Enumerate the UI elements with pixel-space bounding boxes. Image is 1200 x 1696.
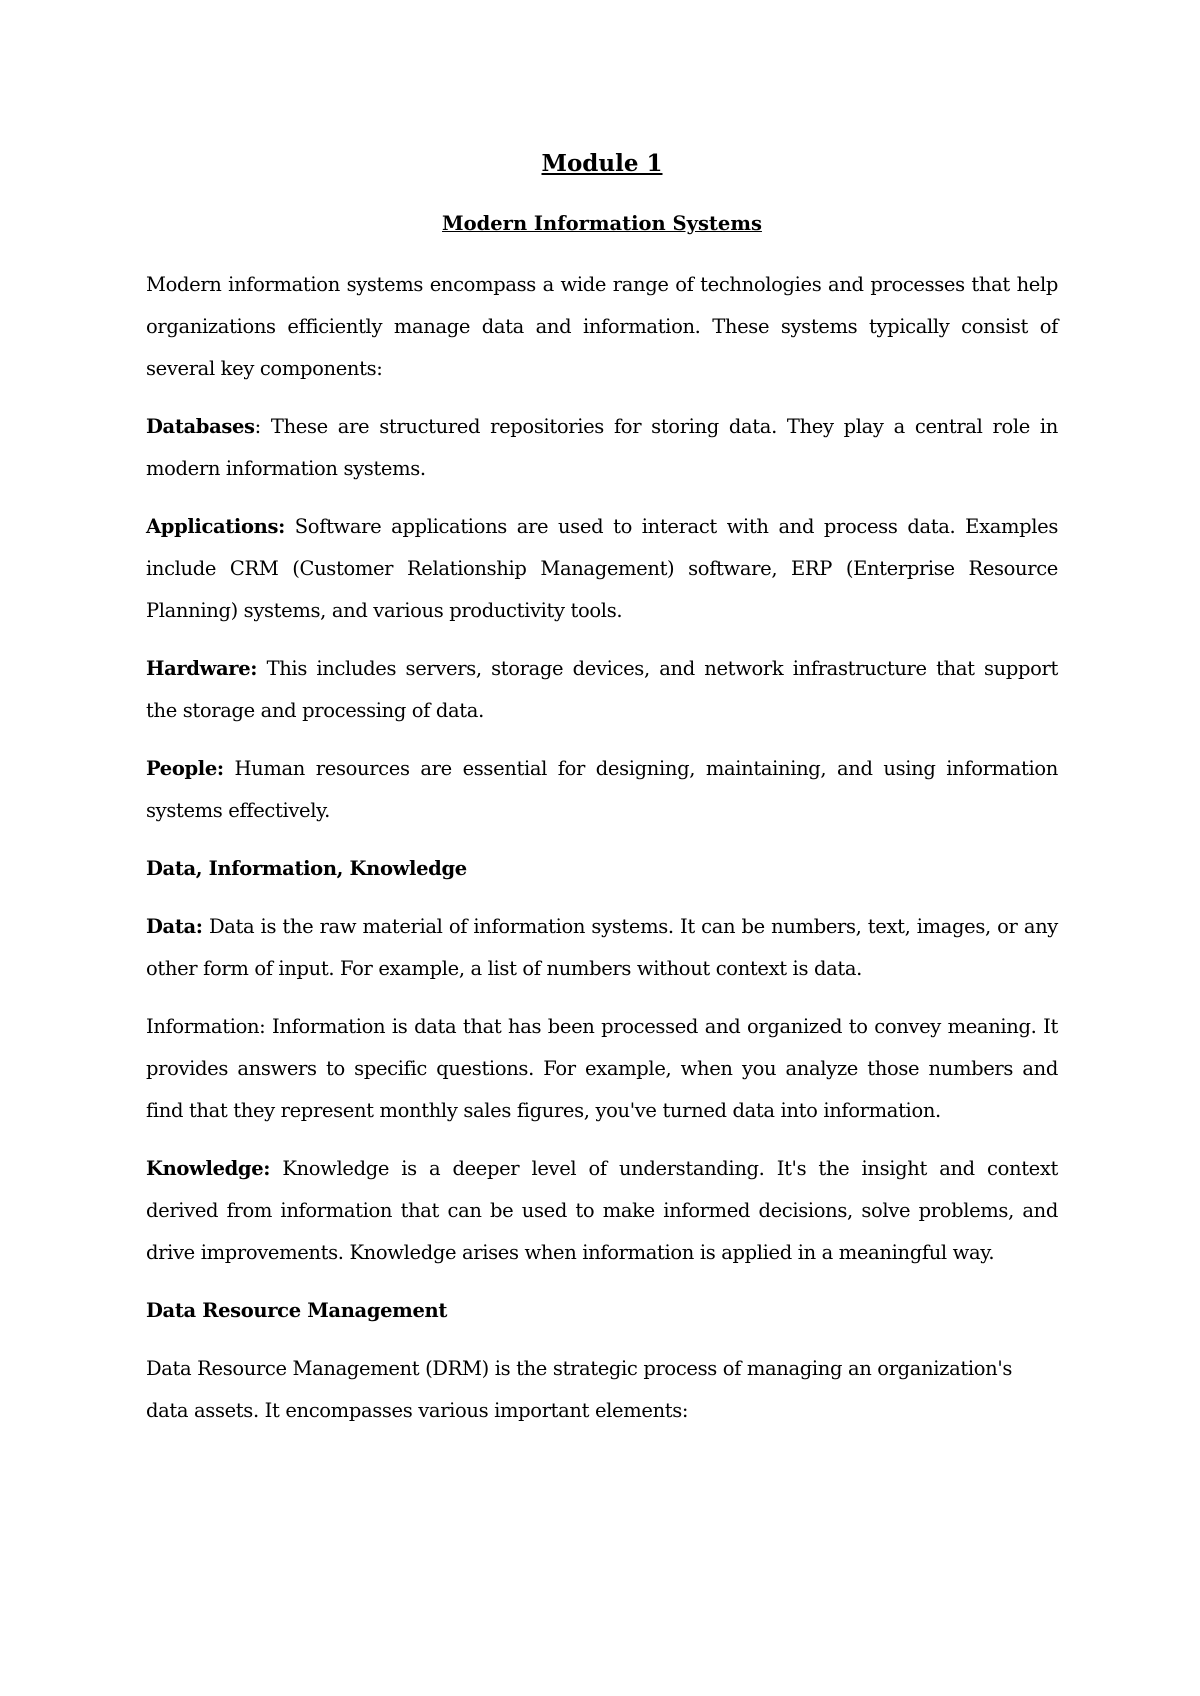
module-title: Module 1: [541, 150, 663, 177]
information-paragraph: Information: Information is data that has been processed and organized to convey meaning. It provides answers to specific questions. For example, when you analyze those numbers and find that they represent monthly sales figures, you've turned data into information.: [146, 1015, 1058, 1122]
term-hardware: Hardware:: [146, 657, 258, 680]
data-paragraph-text: Data is the raw material of information systems. It can be numbers, text, images, or any other form of input. For example, a list of numbers without context is data.: [146, 915, 1058, 980]
term-people: People:: [146, 757, 224, 780]
intro-paragraph: Modern information systems encompass a wide range of technologies and processes that help organizations efficiently manage data and information. These systems typically consist of several key components:: [146, 273, 1058, 380]
term-applications: Applications:: [146, 515, 285, 538]
section-title: Modern Information Systems: [442, 212, 762, 235]
term-knowledge: Knowledge:: [146, 1157, 271, 1180]
component-databases-text: These are structured repositories for storing data. They play a central role in modern information systems.: [146, 415, 1059, 480]
component-hardware: [146, 648, 1058, 732]
term-data: Data:: [146, 915, 203, 938]
term-databases: Databases: [146, 415, 255, 438]
document-body: [146, 264, 1058, 1448]
drm-heading: Data Resource Management: [146, 1299, 447, 1322]
component-hardware-text: This includes servers, storage devices, and network infrastructure that support the storage and processing of data.: [146, 657, 1058, 722]
data-paragraph: [146, 906, 1058, 990]
component-applications-text: Software applications are used to interact with and process data. Examples include CRM (Customer Relationship Management) software, ERP (Enterprise Resource Planning) systems, and various productivity tools.: [146, 515, 1058, 622]
dik-heading: Data, Information, Knowledge: [146, 857, 467, 880]
component-applications: [146, 506, 1058, 632]
drm-paragraph: Data Resource Management (DRM) is the strategic process of managing an organization's data assets. It encompasses various important elements:: [146, 1357, 1013, 1422]
knowledge-paragraph-text: Knowledge is a deeper level of understanding. It's the insight and context derived from information that can be used to make informed decisions, solve problems, and drive improvements. Knowledge arises when information is applied in a meaningful way.: [146, 1157, 1058, 1264]
component-databases: Databases: These are structured repositories for storing data. They play a central role in modern information systems.: [146, 415, 1059, 480]
component-people-text: Human resources are essential for designing, maintaining, and using information systems effectively.: [146, 757, 1058, 822]
knowledge-paragraph: [146, 1148, 1058, 1274]
component-people: [146, 748, 1058, 832]
